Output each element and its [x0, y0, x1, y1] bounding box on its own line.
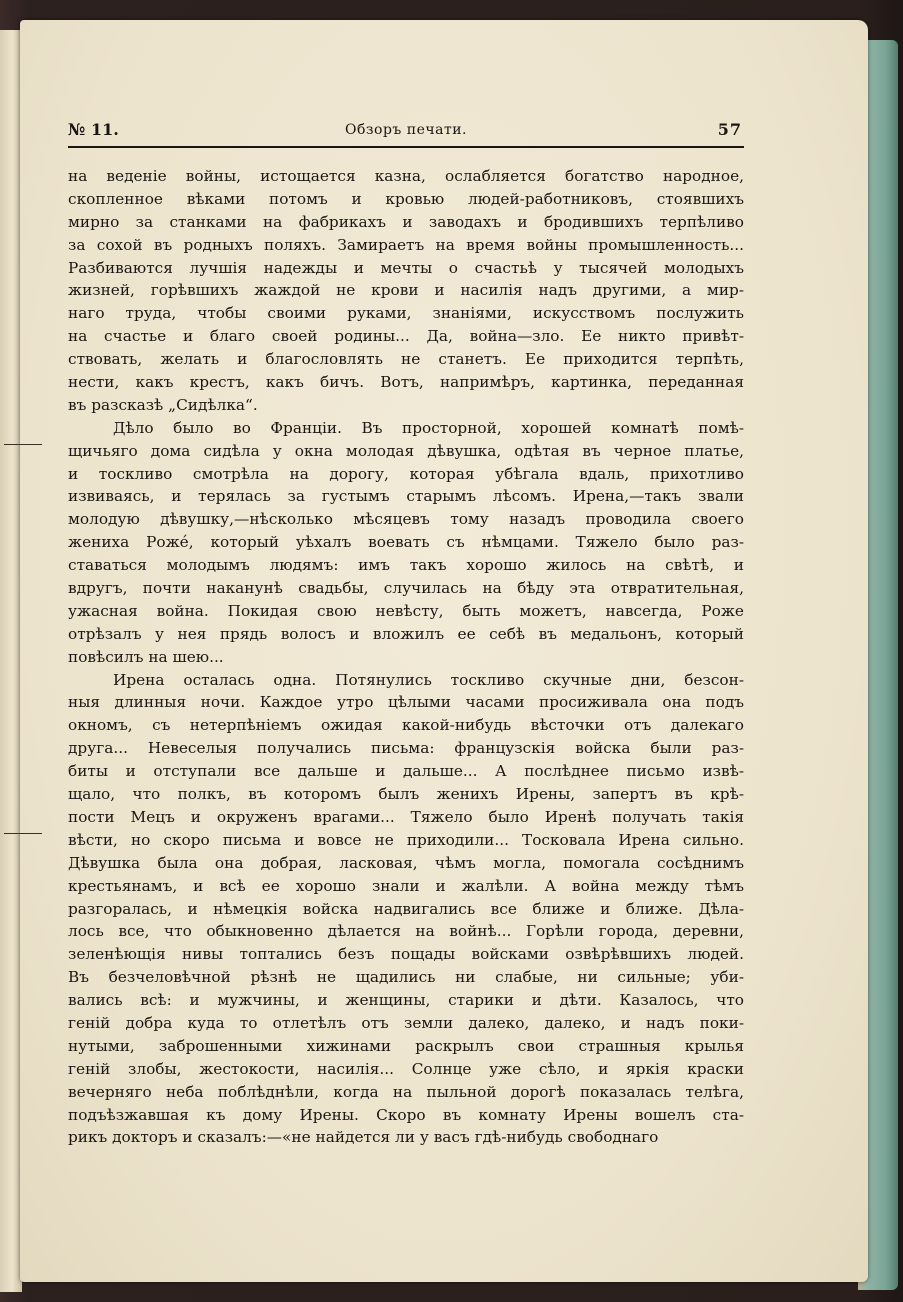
- text-line: мирно за станками на фабрикахъ и заводахъ и бродившихъ терпѣливо: [68, 212, 744, 231]
- issue-number: № 11.: [68, 120, 119, 139]
- text-line: окномъ, съ нетерпѣніемъ ожидая какой-нибудь вѣсточки отъ далекаго: [68, 716, 744, 735]
- text-line: подъѣзжавшая къ дому Ирены. Скоро въ комнату Ирены вошелъ ста-: [68, 1105, 744, 1124]
- text-line: рикъ докторъ и сказалъ:—«не найдется ли у васъ гдѣ-нибудь свободнаго: [68, 1128, 659, 1147]
- text-line: разгоралась, и нѣмецкія войска надвигались все ближе и ближе. Дѣла-: [68, 899, 744, 918]
- text-line: въ разсказѣ „Сидѣлка“.: [68, 395, 258, 414]
- text-line: нести, какъ крестъ, какъ бичъ. Вотъ, напримѣръ, картинка, переданная: [68, 373, 744, 392]
- page-number: 57: [717, 120, 742, 139]
- previous-page-edge: [0, 30, 22, 1292]
- text-line: Дѣло было во Франціи. Въ просторной, хорошей комнатѣ помѣ-: [113, 418, 744, 437]
- text-line: нутыми, заброшенными хижинами раскрылъ свои страшныя крылья: [68, 1036, 744, 1055]
- text-line: друга... Невеселыя получались письма: французскія войска были раз-: [68, 739, 744, 758]
- text-line: на счастье и благо своей родины... Да, война—зло. Ее никто привѣт-: [68, 327, 744, 346]
- text-line: пости Мецъ и окруженъ врагами... Тяжело было Иренѣ получать такія: [68, 807, 744, 826]
- text-line: отрѣзалъ у нея прядь волосъ и вложилъ ее себѣ въ медальонъ, который: [68, 624, 744, 643]
- text-line: и тоскливо смотрѣла на дорогу, которая убѣгала вдаль, прихотливо: [68, 464, 744, 483]
- text-line: молодую дѣвушку,—нѣсколько мѣсяцевъ тому назадъ проводила своего: [68, 510, 744, 529]
- text-line: геній добра куда то отлетѣлъ отъ земли далеко, далеко, и надъ поки-: [68, 1013, 744, 1032]
- text-line: щичьяго дома сидѣла у окна молодая дѣвушка, одѣтая въ черное платье,: [68, 441, 744, 460]
- text-line: скопленное вѣками потомъ и кровью людей-работниковъ, стоявшихъ: [68, 189, 744, 208]
- text-line: ужасная война. Покидая свою невѣсту, быть можетъ, навсегда, Роже: [68, 601, 744, 620]
- text-line: за сохой въ родныхъ поляхъ. Замираетъ на время войны промышленность...: [68, 235, 744, 254]
- running-header: [68, 114, 744, 148]
- text-line: лось все, что обыкновенно дѣлается на войнѣ... Горѣли города, деревни,: [68, 922, 744, 941]
- text-line: вечерняго неба поблѣднѣли, когда на пыльной дорогѣ показалась телѣга,: [68, 1082, 744, 1101]
- text-line: геній злобы, жестокости, насилія... Солнце уже сѣло, и яркія краски: [68, 1059, 744, 1078]
- text-line: биты и отступали все дальше и дальше... А послѣднее письмо извѣ-: [68, 762, 744, 781]
- text-line: щало, что полкъ, въ которомъ былъ женихъ Ирены, запертъ въ крѣ-: [68, 785, 744, 804]
- text-line: извиваясь, и терялась за густымъ старымъ лѣсомъ. Ирена,—такъ звали: [68, 487, 744, 506]
- text-line: Разбиваются лучшія надежды и мечты о счастьѣ у тысячей молодыхъ: [68, 258, 744, 277]
- text-line: вдругъ, почти наканунѣ свадьбы, случилась на бѣду эта отвратительная,: [68, 579, 744, 598]
- body-text: [68, 165, 744, 1149]
- section-title: Обзоръ печати.: [344, 122, 468, 138]
- margin-tick-mark: [4, 444, 42, 445]
- text-line: жениха Рожé, который уѣхалъ воевать съ нѣмцами. Тяжело было раз-: [68, 533, 744, 552]
- paragraph: [68, 669, 744, 1150]
- text-line: вѣсти, но скоро письма и вовсе не приходили... Тосковала Ирена сильно.: [68, 830, 744, 849]
- margin-tick-mark: [4, 833, 42, 834]
- text-line: зеленѣющія нивы топтались безъ пощады войсками озвѣрѣвшихъ людей.: [68, 945, 744, 964]
- text-line: повѣсилъ на шею...: [68, 647, 224, 666]
- text-line: на веденіе войны, истощается казна, ослабляется богатство народное,: [68, 167, 744, 185]
- paragraph: [68, 165, 744, 417]
- text-line: жизней, горѣвшихъ жаждой не крови и насилія надъ другими, а мир-: [68, 281, 744, 300]
- text-line: Ирена осталась одна. Потянулись тоскливо скучные дни, безсон-: [113, 670, 744, 689]
- paragraph: [68, 417, 744, 669]
- text-line: ныя длинныя ночи. Каждое утро цѣлыми часами просиживала она подъ: [68, 693, 744, 712]
- text-line: крестьянамъ, и всѣ ее хорошо знали и жалѣли. А война между тѣмъ: [68, 876, 744, 895]
- text-line: ствовать, желать и благословлять не станетъ. Ее приходится терпѣть,: [68, 350, 744, 369]
- text-line: Дѣвушка была она добрая, ласковая, чѣмъ могла, помогала сосѣднимъ: [68, 853, 744, 872]
- text-line: вались всѣ: и мужчины, и женщины, старики и дѣти. Казалось, что: [68, 991, 744, 1010]
- text-line: наго труда, чтобы своими руками, знаніями, искусствомъ послужить: [68, 304, 744, 323]
- text-line: ставаться молодымъ людямъ: имъ такъ хорошо жилось на свѣтѣ, и: [68, 556, 744, 575]
- text-line: Въ безчеловѣчной рѣзнѣ не щадились ни слабые, ни сильные; уби-: [68, 968, 744, 987]
